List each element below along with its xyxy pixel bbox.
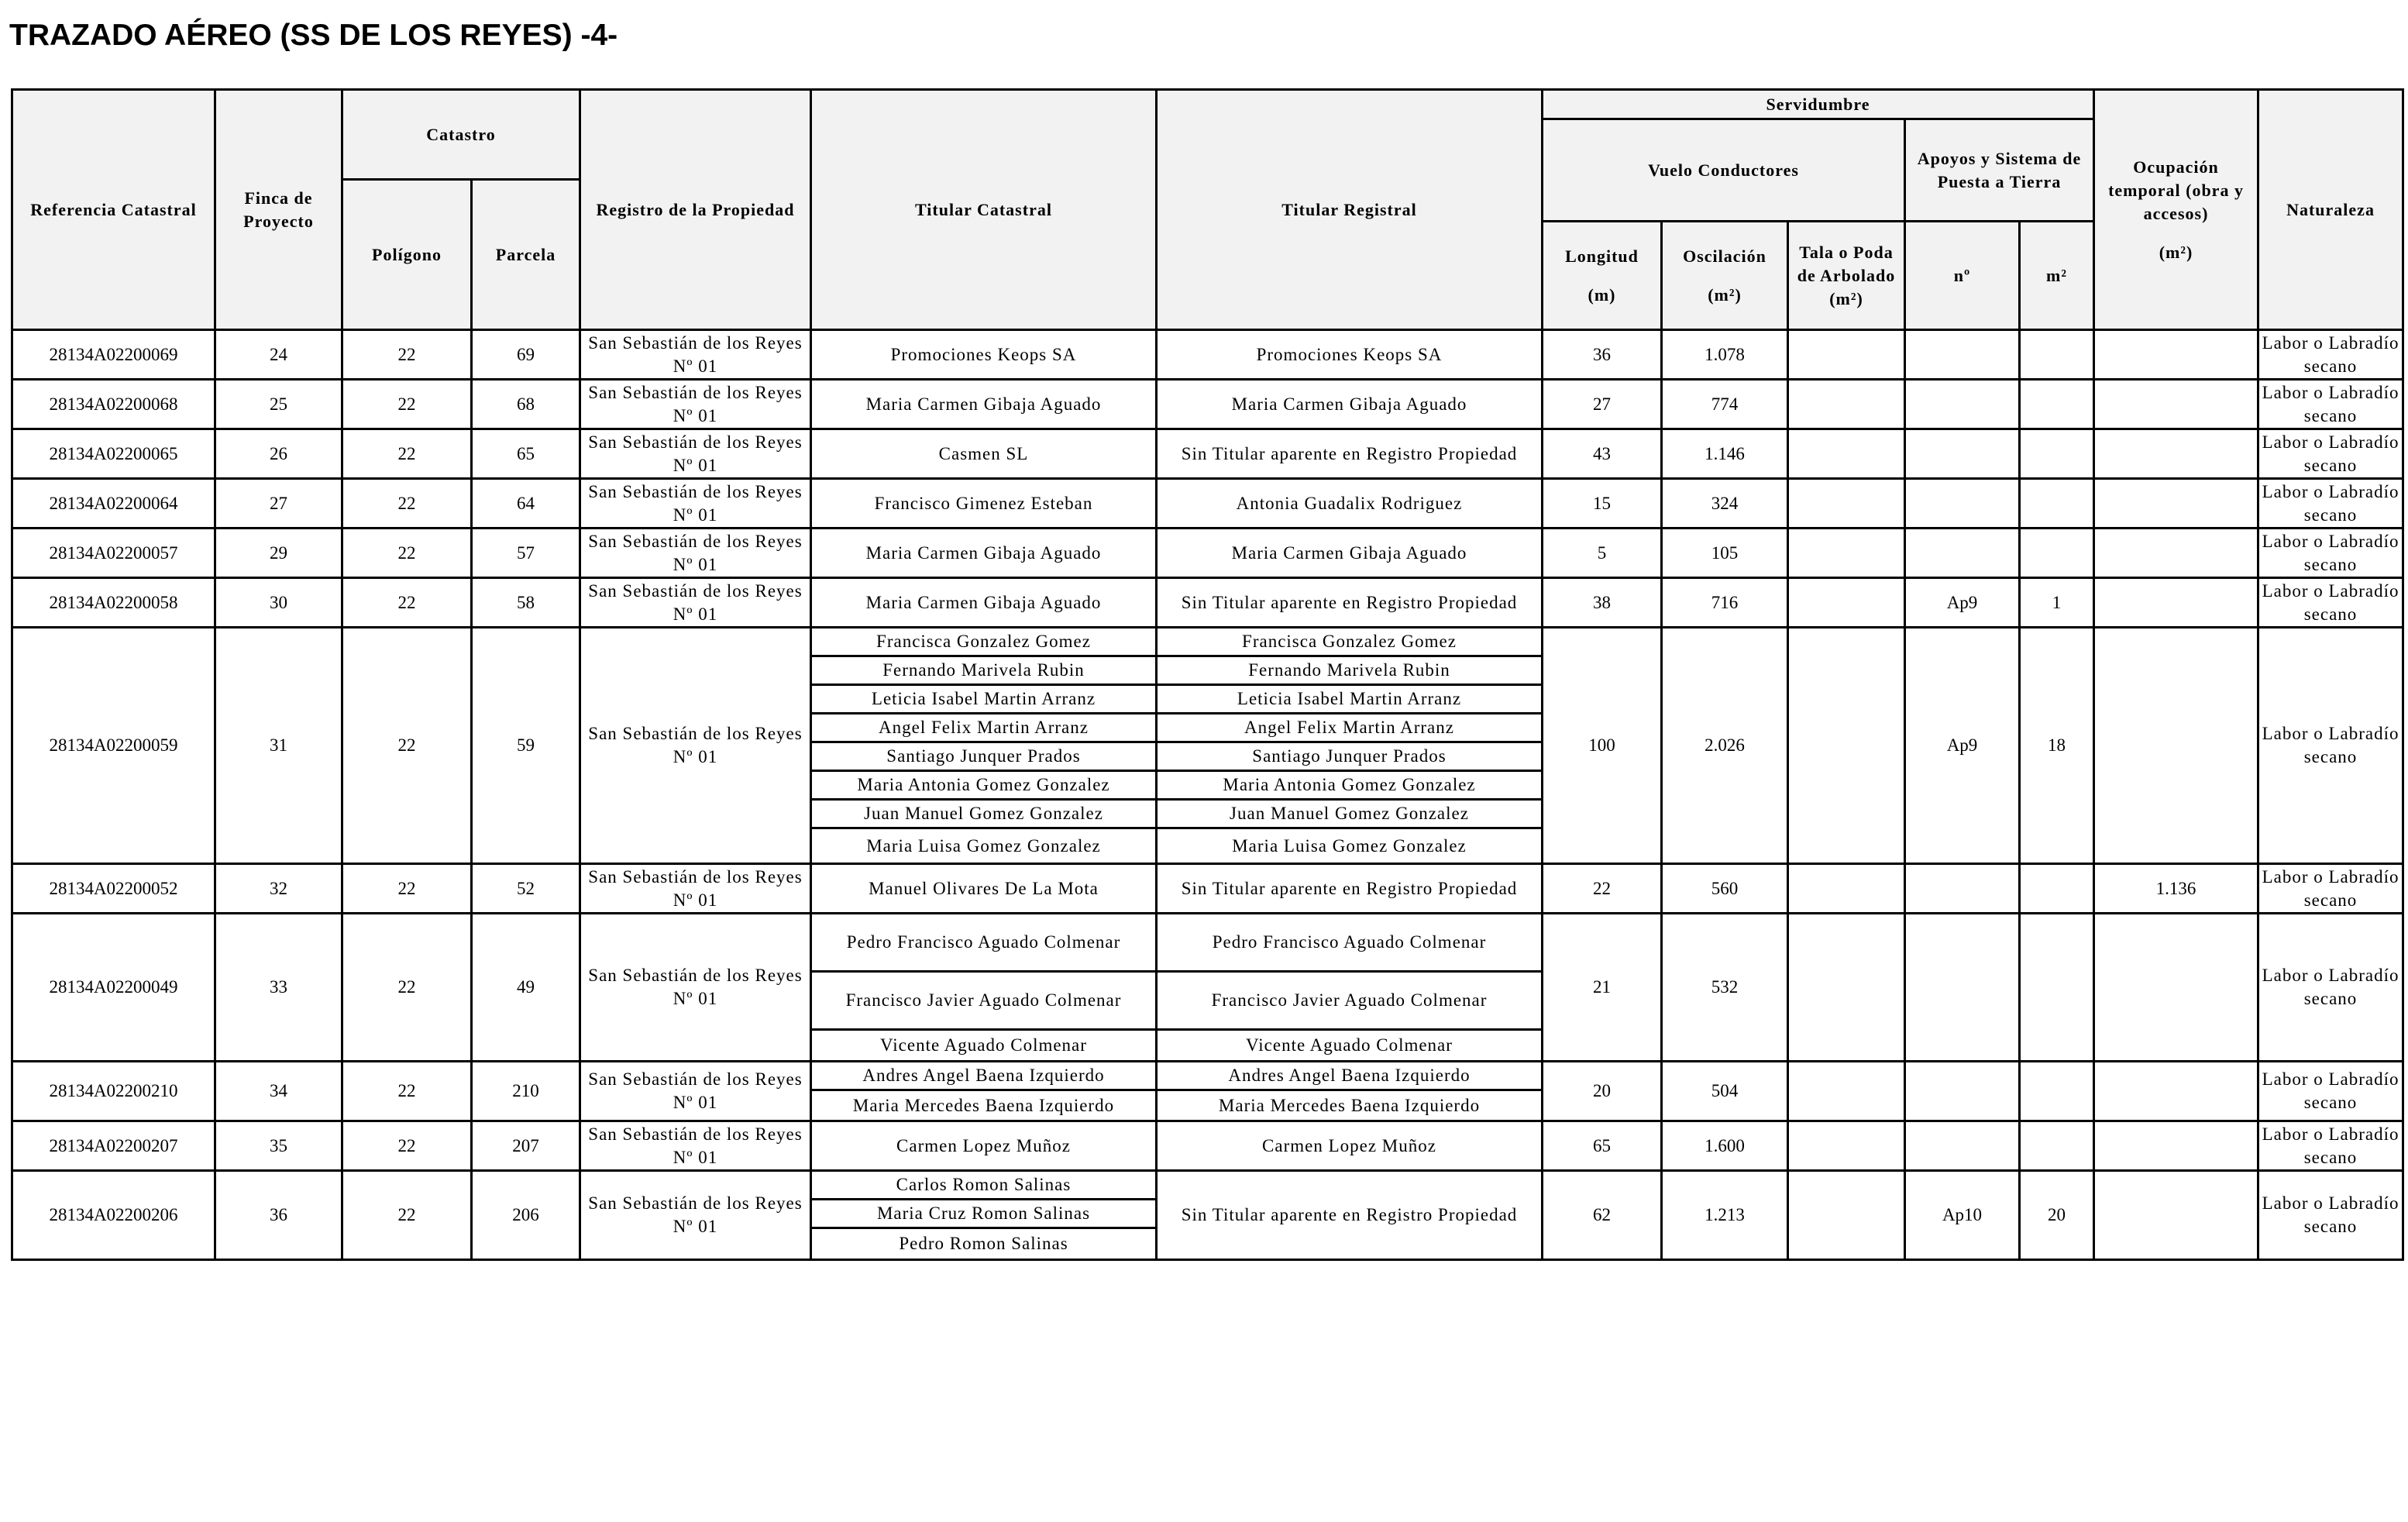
cell-apoyo-m2 (2020, 529, 2094, 578)
cell-finca: 33 (215, 914, 342, 1062)
cell-titular-catastral-entry: Maria Mercedes Baena Izquierdo (852, 1095, 1115, 1115)
cell-titular-catastral-entry: Fernando Marivela Rubin (812, 657, 1155, 686)
parcels-table (11, 88, 2404, 1261)
cell-apoyo-m2: 18 (2020, 628, 2094, 864)
cell-ocupacion (2094, 429, 2258, 479)
cell-oscilacion: 504 (1662, 1062, 1788, 1121)
cell-titular-catastral-entry: Santiago Junquer Prados (812, 743, 1155, 772)
cell-titular-registral: Sin Titular aparente en Registro Propiedad (1157, 429, 1543, 479)
cell-titular-registral: Sin Titular aparente en Registro Propiedad (1157, 864, 1543, 914)
cell-apoyo-m2 (2020, 1062, 2094, 1121)
cell-registro: San Sebastián de los Reyes Nº 01 (580, 1121, 811, 1171)
table-row (12, 864, 2403, 914)
cell-titular-registral-entry: Francisca Gonzalez Gomez (1158, 628, 1541, 657)
table-row (12, 529, 2403, 578)
cell-titular-registral-entry: Leticia Isabel Martin Arranz (1158, 686, 1541, 715)
header-poligono: Polígono (342, 180, 472, 330)
cell-titular-catastral: Maria Carmen Gibaja Aguado (811, 578, 1157, 628)
header-tala-poda: Tala o Poda de Arbolado (m²) (1788, 222, 1905, 330)
cell-longitud: 43 (1543, 429, 1662, 479)
cell-longitud: 22 (1543, 864, 1662, 914)
cell-oscilacion: 1.146 (1662, 429, 1788, 479)
cell-naturaleza: Labor o Labradío secano (2258, 529, 2403, 578)
cell-oscilacion: 716 (1662, 578, 1788, 628)
cell-titular-catastral-entry: Pedro Romon Salinas (899, 1234, 1068, 1253)
header-apoyo-m2: m² (2020, 222, 2094, 330)
cell-referencia: 28134A02200210 (12, 1062, 215, 1121)
header-longitud (1543, 222, 1662, 330)
cell-poligono: 22 (342, 429, 472, 479)
table-row (12, 380, 2403, 429)
cell-oscilacion: 774 (1662, 380, 1788, 429)
cell-finca: 25 (215, 380, 342, 429)
header-servidumbre: Servidumbre (1543, 90, 2094, 119)
cell-registro: San Sebastián de los Reyes Nº 01 (580, 1062, 811, 1121)
cell-poligono: 22 (342, 380, 472, 429)
cell-longitud: 5 (1543, 529, 1662, 578)
table-row (12, 330, 2403, 380)
cell-ocupacion (2094, 628, 2258, 864)
cell-titular-registral: Sin Titular aparente en Registro Propiedad (1157, 578, 1543, 628)
cell-finca: 32 (215, 864, 342, 914)
cell-titular-registral-entry: Andres Angel Baena Izquierdo (1158, 1062, 1541, 1091)
cell-apoyo-m2 (2020, 330, 2094, 380)
cell-tala (1788, 914, 1905, 1062)
cell-apoyo-m2 (2020, 429, 2094, 479)
cell-ocupacion: 1.136 (2094, 864, 2258, 914)
table-row (12, 578, 2403, 628)
cell-poligono: 22 (342, 914, 472, 1062)
cell-titular-registral: Maria Carmen Gibaja Aguado (1157, 380, 1543, 429)
header-finca-proyecto: Finca de Proyecto (215, 90, 342, 330)
cell-registro: San Sebastián de los Reyes Nº 01 (580, 529, 811, 578)
cell-apoyo-m2 (2020, 914, 2094, 1062)
cell-apoyo-m2 (2020, 1121, 2094, 1171)
cell-titular-catastral: Francisco Gimenez Esteban (811, 479, 1157, 529)
header-naturaleza: Naturaleza (2258, 90, 2403, 330)
cell-parcela: 57 (472, 529, 580, 578)
cell-poligono: 22 (342, 864, 472, 914)
cell-parcela: 207 (472, 1121, 580, 1171)
cell-titular-catastral (811, 1062, 1157, 1121)
cell-titular-catastral-entry: Pedro Francisco Aguado Colmenar (812, 914, 1155, 973)
cell-titular-catastral: Carmen Lopez Muñoz (811, 1121, 1157, 1171)
cell-longitud: 27 (1543, 380, 1662, 429)
cell-titular-catastral-entry: Francisca Gonzalez Gomez (812, 628, 1155, 657)
cell-apoyo-numero (1905, 1121, 2020, 1171)
cell-registro: San Sebastián de los Reyes Nº 01 (580, 429, 811, 479)
cell-titular-registral (1157, 914, 1543, 1062)
cell-poligono: 22 (342, 578, 472, 628)
header-ocupacion-label: Ocupación temporal (obra y accesos) (2108, 157, 2244, 223)
cell-titular-catastral-entry: Maria Antonia Gomez Gonzalez (812, 772, 1155, 801)
cell-registro: San Sebastián de los Reyes Nº 01 (580, 864, 811, 914)
cell-ocupacion (2094, 1062, 2258, 1121)
cell-titular-registral (1157, 1062, 1543, 1121)
cell-longitud: 36 (1543, 330, 1662, 380)
cell-registro: San Sebastián de los Reyes Nº 01 (580, 628, 811, 864)
header-vuelo-conductores: Vuelo Conductores (1543, 119, 1905, 222)
cell-titular-registral-entry: Fernando Marivela Rubin (1158, 657, 1541, 686)
cell-referencia: 28134A02200206 (12, 1171, 215, 1260)
cell-titular-registral: Maria Carmen Gibaja Aguado (1157, 529, 1543, 578)
cell-registro: San Sebastián de los Reyes Nº 01 (580, 330, 811, 380)
cell-referencia: 28134A02200057 (12, 529, 215, 578)
cell-naturaleza: Labor o Labradío secano (2258, 429, 2403, 479)
cell-tala (1788, 578, 1905, 628)
cell-titular-catastral-entry: Juan Manuel Gomez Gonzalez (812, 801, 1155, 829)
cell-poligono: 22 (342, 628, 472, 864)
cell-naturaleza: Labor o Labradío secano (2258, 380, 2403, 429)
table-row (12, 1171, 2403, 1260)
cell-naturaleza: Labor o Labradío secano (2258, 479, 2403, 529)
header-longitud-label: Longitud (1565, 246, 1639, 266)
cell-titular-catastral (811, 628, 1157, 864)
cell-finca: 35 (215, 1121, 342, 1171)
cell-parcela: 64 (472, 479, 580, 529)
header-oscilacion-label: Oscilación (1683, 246, 1766, 266)
cell-poligono: 22 (342, 1062, 472, 1121)
cell-titular-catastral: Casmen SL (811, 429, 1157, 479)
cell-naturaleza: Labor o Labradío secano (2258, 1171, 2403, 1260)
cell-tala (1788, 1062, 1905, 1121)
cell-finca: 29 (215, 529, 342, 578)
cell-longitud: 100 (1543, 628, 1662, 864)
table-row (12, 1062, 2403, 1121)
cell-poligono: 22 (342, 1121, 472, 1171)
header-apoyos-puesta-tierra: Apoyos y Sistema de Puesta a Tierra (1905, 119, 2094, 222)
cell-naturaleza: Labor o Labradío secano (2258, 628, 2403, 864)
header-oscilacion-unit: (m²) (1708, 284, 1742, 305)
cell-apoyo-m2 (2020, 479, 2094, 529)
cell-titular-registral: Carmen Lopez Muñoz (1157, 1121, 1543, 1171)
cell-titular-registral: Sin Titular aparente en Registro Propiedad (1157, 1171, 1543, 1260)
cell-oscilacion: 1.600 (1662, 1121, 1788, 1171)
cell-apoyo-numero (1905, 380, 2020, 429)
cell-finca: 26 (215, 429, 342, 479)
cell-registro: San Sebastián de los Reyes Nº 01 (580, 914, 811, 1062)
cell-finca: 36 (215, 1171, 342, 1260)
cell-ocupacion (2094, 578, 2258, 628)
cell-apoyo-numero (1905, 479, 2020, 529)
cell-ocupacion (2094, 1171, 2258, 1260)
cell-apoyo-numero: Ap9 (1905, 578, 2020, 628)
cell-naturaleza: Labor o Labradío secano (2258, 330, 2403, 380)
cell-finca: 31 (215, 628, 342, 864)
header-parcela: Parcela (472, 180, 580, 330)
cell-ocupacion (2094, 380, 2258, 429)
page-title: TRAZADO AÉREO (SS DE LOS REYES) -4- (9, 19, 618, 52)
table-body (12, 330, 2403, 1260)
cell-apoyo-numero: Ap10 (1905, 1171, 2020, 1260)
cell-ocupacion (2094, 914, 2258, 1062)
cell-referencia: 28134A02200068 (12, 380, 215, 429)
cell-apoyo-numero (1905, 1062, 2020, 1121)
cell-titular-catastral-entry: Carlos Romon Salinas (812, 1172, 1155, 1200)
cell-naturaleza: Labor o Labradío secano (2258, 1121, 2403, 1171)
cell-longitud: 21 (1543, 914, 1662, 1062)
cell-apoyo-numero (1905, 330, 2020, 380)
cell-titular-registral: Antonia Guadalix Rodriguez (1157, 479, 1543, 529)
cell-titular-registral-entry: Pedro Francisco Aguado Colmenar (1158, 914, 1541, 973)
cell-apoyo-m2: 20 (2020, 1171, 2094, 1260)
cell-ocupacion (2094, 529, 2258, 578)
cell-titular-registral-entry: Francisco Javier Aguado Colmenar (1158, 973, 1541, 1031)
header-apoyo-numero: nº (1905, 222, 2020, 330)
cell-apoyo-numero (1905, 429, 2020, 479)
cell-referencia: 28134A02200069 (12, 330, 215, 380)
cell-tala (1788, 529, 1905, 578)
cell-referencia: 28134A02200058 (12, 578, 215, 628)
header-longitud-unit: (m) (1588, 284, 1616, 305)
cell-referencia: 28134A02200059 (12, 628, 215, 864)
header-ocupacion-temporal (2094, 90, 2258, 330)
cell-parcela: 69 (472, 330, 580, 380)
cell-poligono: 22 (342, 529, 472, 578)
cell-titular-catastral-entry: Maria Cruz Romon Salinas (812, 1200, 1155, 1229)
cell-registro: San Sebastián de los Reyes Nº 01 (580, 578, 811, 628)
header-titular-registral: Titular Registral (1157, 90, 1543, 330)
cell-poligono: 22 (342, 479, 472, 529)
cell-titular-catastral: Maria Carmen Gibaja Aguado (811, 529, 1157, 578)
cell-referencia: 28134A02200049 (12, 914, 215, 1062)
cell-apoyo-m2 (2020, 864, 2094, 914)
cell-apoyo-numero (1905, 864, 2020, 914)
cell-oscilacion: 105 (1662, 529, 1788, 578)
cell-apoyo-numero: Ap9 (1905, 628, 2020, 864)
cell-oscilacion: 560 (1662, 864, 1788, 914)
cell-ocupacion (2094, 1121, 2258, 1171)
cell-tala (1788, 330, 1905, 380)
cell-tala (1788, 429, 1905, 479)
header-titular-catastral: Titular Catastral (811, 90, 1157, 330)
cell-registro: San Sebastián de los Reyes Nº 01 (580, 1171, 811, 1260)
cell-parcela: 59 (472, 628, 580, 864)
cell-poligono: 22 (342, 330, 472, 380)
cell-titular-catastral (811, 1171, 1157, 1260)
cell-titular-registral-entry: Maria Luisa Gomez Gonzalez (1232, 835, 1467, 856)
cell-parcela: 49 (472, 914, 580, 1062)
cell-apoyo-m2 (2020, 380, 2094, 429)
cell-tala (1788, 380, 1905, 429)
cell-naturaleza: Labor o Labradío secano (2258, 914, 2403, 1062)
cell-parcela: 68 (472, 380, 580, 429)
cell-parcela: 65 (472, 429, 580, 479)
cell-finca: 30 (215, 578, 342, 628)
cell-titular-registral-entry: Santiago Junquer Prados (1158, 743, 1541, 772)
table-row (12, 479, 2403, 529)
cell-registro: San Sebastián de los Reyes Nº 01 (580, 479, 811, 529)
cell-titular-registral: Promociones Keops SA (1157, 330, 1543, 380)
cell-longitud: 65 (1543, 1121, 1662, 1171)
cell-naturaleza: Labor o Labradío secano (2258, 1062, 2403, 1121)
header-referencia-catastral: Referencia Catastral (12, 90, 215, 330)
cell-parcela: 210 (472, 1062, 580, 1121)
header-registro-propiedad: Registro de la Propiedad (580, 90, 811, 330)
cell-titular-catastral-entry: Maria Luisa Gomez Gonzalez (866, 835, 1101, 856)
cell-titular-registral-entry: Maria Antonia Gomez Gonzalez (1158, 772, 1541, 801)
cell-finca: 34 (215, 1062, 342, 1121)
cell-titular-registral-entry: Vicente Aguado Colmenar (1246, 1035, 1453, 1055)
cell-titular-catastral-entry: Francisco Javier Aguado Colmenar (812, 973, 1155, 1031)
cell-longitud: 62 (1543, 1171, 1662, 1260)
cell-oscilacion: 1.078 (1662, 330, 1788, 380)
cell-ocupacion (2094, 330, 2258, 380)
cell-titular-catastral-entry: Angel Felix Martin Arranz (812, 715, 1155, 743)
cell-oscilacion: 2.026 (1662, 628, 1788, 864)
cell-parcela: 58 (472, 578, 580, 628)
cell-oscilacion: 1.213 (1662, 1171, 1788, 1260)
cell-tala (1788, 1171, 1905, 1260)
cell-titular-registral-entry: Juan Manuel Gomez Gonzalez (1158, 801, 1541, 829)
cell-titular-catastral-entry: Leticia Isabel Martin Arranz (812, 686, 1155, 715)
cell-longitud: 20 (1543, 1062, 1662, 1121)
cell-apoyo-numero (1905, 914, 2020, 1062)
cell-titular-catastral (811, 914, 1157, 1062)
cell-referencia: 28134A02200207 (12, 1121, 215, 1171)
cell-titular-catastral-entry: Andres Angel Baena Izquierdo (812, 1062, 1155, 1091)
header-oscilacion (1662, 222, 1788, 330)
cell-titular-registral-entry: Angel Felix Martin Arranz (1158, 715, 1541, 743)
cell-parcela: 206 (472, 1171, 580, 1260)
cell-poligono: 22 (342, 1171, 472, 1260)
table-row (12, 429, 2403, 479)
cell-oscilacion: 532 (1662, 914, 1788, 1062)
cell-titular-registral (1157, 628, 1543, 864)
cell-registro: San Sebastián de los Reyes Nº 01 (580, 380, 811, 429)
table-header (12, 90, 2403, 330)
cell-finca: 27 (215, 479, 342, 529)
cell-apoyo-numero (1905, 529, 2020, 578)
cell-tala (1788, 479, 1905, 529)
cell-referencia: 28134A02200065 (12, 429, 215, 479)
cell-titular-catastral-entry: Vicente Aguado Colmenar (880, 1035, 1087, 1055)
cell-referencia: 28134A02200052 (12, 864, 215, 914)
table-row (12, 628, 2403, 864)
cell-apoyo-m2: 1 (2020, 578, 2094, 628)
cell-referencia: 28134A02200064 (12, 479, 215, 529)
cell-tala (1788, 628, 1905, 864)
cell-parcela: 52 (472, 864, 580, 914)
cell-titular-catastral: Promociones Keops SA (811, 330, 1157, 380)
cell-naturaleza: Labor o Labradío secano (2258, 578, 2403, 628)
cell-longitud: 38 (1543, 578, 1662, 628)
cell-tala (1788, 1121, 1905, 1171)
header-ocupacion-unit: (m²) (2159, 242, 2193, 262)
table-row (12, 914, 2403, 1062)
table-row (12, 1121, 2403, 1171)
cell-finca: 24 (215, 330, 342, 380)
cell-oscilacion: 324 (1662, 479, 1788, 529)
cell-titular-catastral: Maria Carmen Gibaja Aguado (811, 380, 1157, 429)
cell-titular-registral-entry: Maria Mercedes Baena Izquierdo (1218, 1095, 1481, 1115)
header-catastro: Catastro (342, 90, 580, 180)
cell-titular-catastral: Manuel Olivares De La Mota (811, 864, 1157, 914)
cell-tala (1788, 864, 1905, 914)
cell-ocupacion (2094, 479, 2258, 529)
cell-longitud: 15 (1543, 479, 1662, 529)
cell-naturaleza: Labor o Labradío secano (2258, 864, 2403, 914)
